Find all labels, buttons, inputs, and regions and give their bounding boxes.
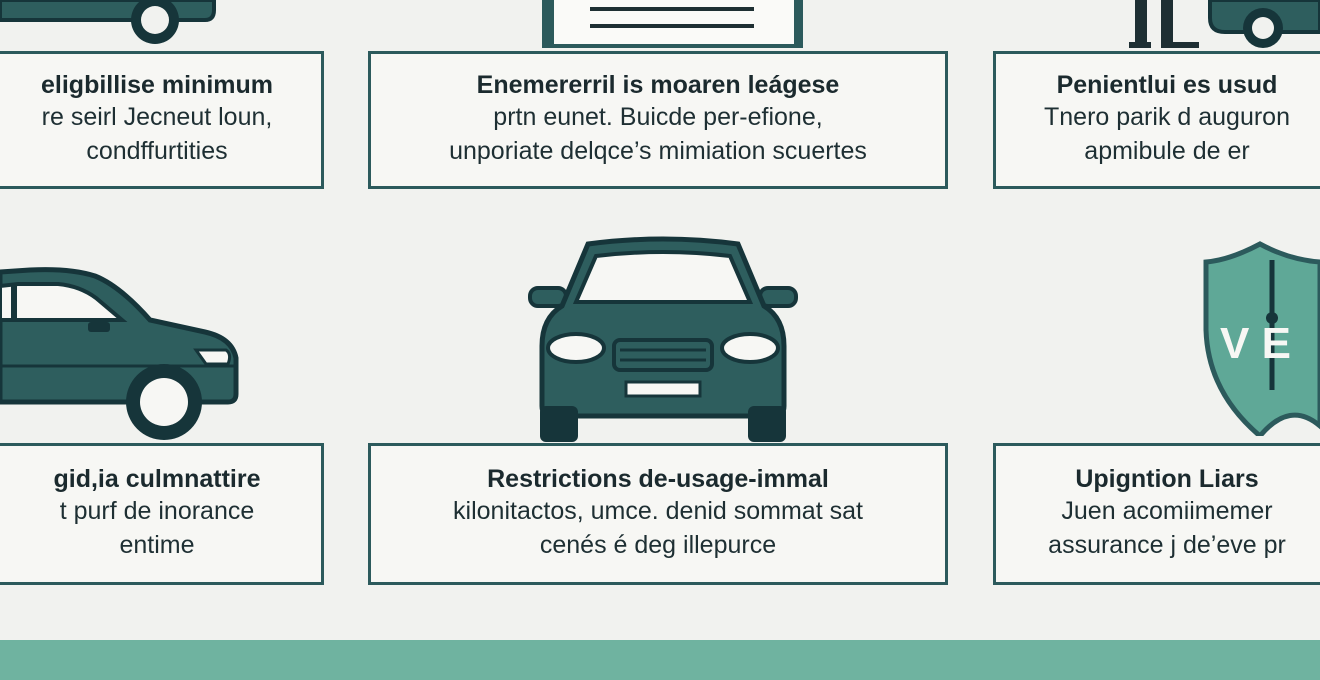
info-card-insurance — [0, 443, 324, 585]
card-title: eligbillise minimum — [41, 71, 273, 99]
card-text-line: condffurtities — [86, 137, 228, 165]
card-title: gid,ia culmnattire — [53, 465, 261, 493]
card-text-line: kilonitactos, umce. denid sommat sat — [453, 497, 863, 525]
card-text-line: t purf de inorance — [59, 497, 255, 525]
card-text-line: cenés é deg illepurce — [539, 531, 777, 559]
car-fragment-top-left-icon — [0, 0, 220, 52]
card-title: Restrictions de-usage-immal — [487, 465, 829, 493]
card-text-line: Tnero parik d auguron — [1044, 103, 1290, 131]
shield-icon — [1200, 240, 1320, 436]
person-icon — [1125, 0, 1205, 52]
car-front-icon — [528, 236, 798, 444]
card-title: Penientlui es usud — [1056, 71, 1278, 99]
info-card-obligations — [993, 443, 1320, 585]
info-card-penalties — [993, 51, 1320, 189]
shield-label: V E — [1220, 319, 1291, 368]
info-card-eligibility — [0, 51, 324, 189]
card-title: Enemererril is moaren leágese — [476, 71, 840, 99]
card-text-line: unporiate delqce’s mimiation scuertes — [449, 137, 867, 165]
car-side-icon — [0, 262, 245, 444]
card-text-line: apmibule de er — [1084, 137, 1250, 165]
card-text-line: assurance j de’eve pr — [1048, 531, 1286, 559]
card-text-line: prtn eunet. Buicde per-efione, — [493, 103, 823, 131]
info-card-lease — [368, 51, 948, 189]
card-text-line: re seirl Jecneut loun, — [41, 103, 273, 131]
footer-band — [0, 640, 1320, 680]
info-card-restrictions — [368, 443, 948, 585]
card-text-line: entime — [119, 531, 195, 559]
car-fragment-top-right-icon — [1205, 0, 1320, 52]
card-text-line: Juen acomiimemer — [1061, 497, 1273, 525]
document-icon — [540, 0, 805, 52]
card-title: Upigntion Liars — [1075, 465, 1259, 493]
